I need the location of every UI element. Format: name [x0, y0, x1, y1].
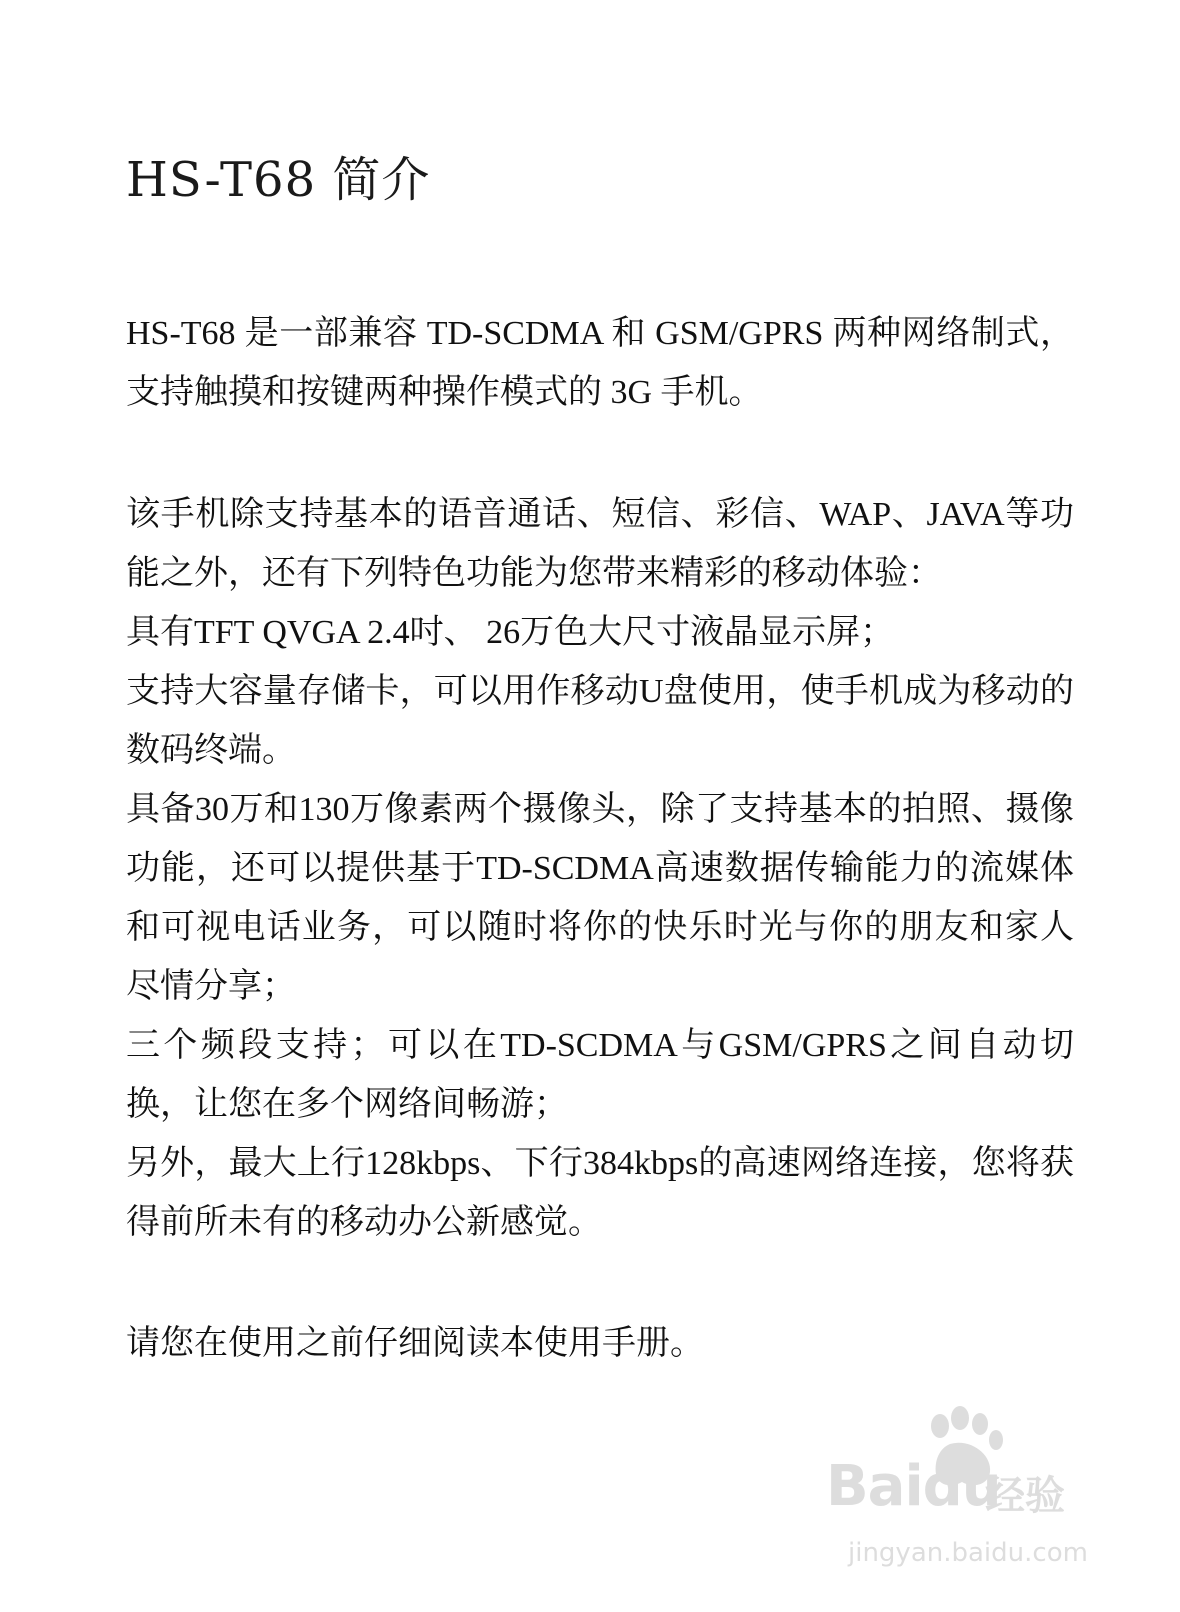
feature-item-storage: 支持大容量存储卡，可以用作移动U盘使用，使手机成为移动的数码终端。	[126, 673, 1074, 769]
document-title: HS-T68 简介	[126, 152, 431, 208]
feature-item-bands: 三个频段支持；可以在TD-SCDMA与GSM/GPRS之间自动切换，让您在多个网络间畅游；	[126, 1027, 1074, 1123]
closing-paragraph	[126, 1314, 1074, 1373]
feature-item-display: 具有TFT QVGA 2.4吋、 26万色大尺寸液晶显示屏；	[126, 614, 895, 651]
watermark-brand: Baidu	[826, 1454, 1001, 1519]
feature-item-network: 另外，最大上行128kbps、下行384kbps的高速网络连接，您将获得前所未有的移动办公新感觉。	[126, 1145, 1074, 1241]
watermark-url: jingyan.baidu.com	[848, 1538, 1088, 1568]
features-lead: 该手机除支持基本的语音通话、短信、彩信、WAP、JAVA等功能之外，还有下列特色功能为您带来精彩的移动体验：	[126, 496, 1074, 592]
feature-item-camera: 具备30万和130万像素两个摄像头，除了支持基本的拍照、摄像功能，还可以提供基于TD-SCDMA高速数据传输能力的流媒体和可视电话业务，可以随时将你的快乐时光与你的朋友和家人尽情分享；	[126, 791, 1074, 1005]
baidu-jingyan-watermark	[800, 1398, 1088, 1578]
features-section	[126, 485, 1074, 1252]
intro-paragraph	[126, 304, 1074, 422]
watermark-brand-cn: 经验	[985, 1473, 1065, 1519]
closing-text: 请您在使用之前仔细阅读本使用手册。	[126, 1325, 704, 1362]
intro-text: HS-T68 是一部兼容 TD-SCDMA 和 GSM/GPRS 两种网络制式，支持触摸和按键两种操作模式的 3G 手机。	[126, 315, 1074, 411]
